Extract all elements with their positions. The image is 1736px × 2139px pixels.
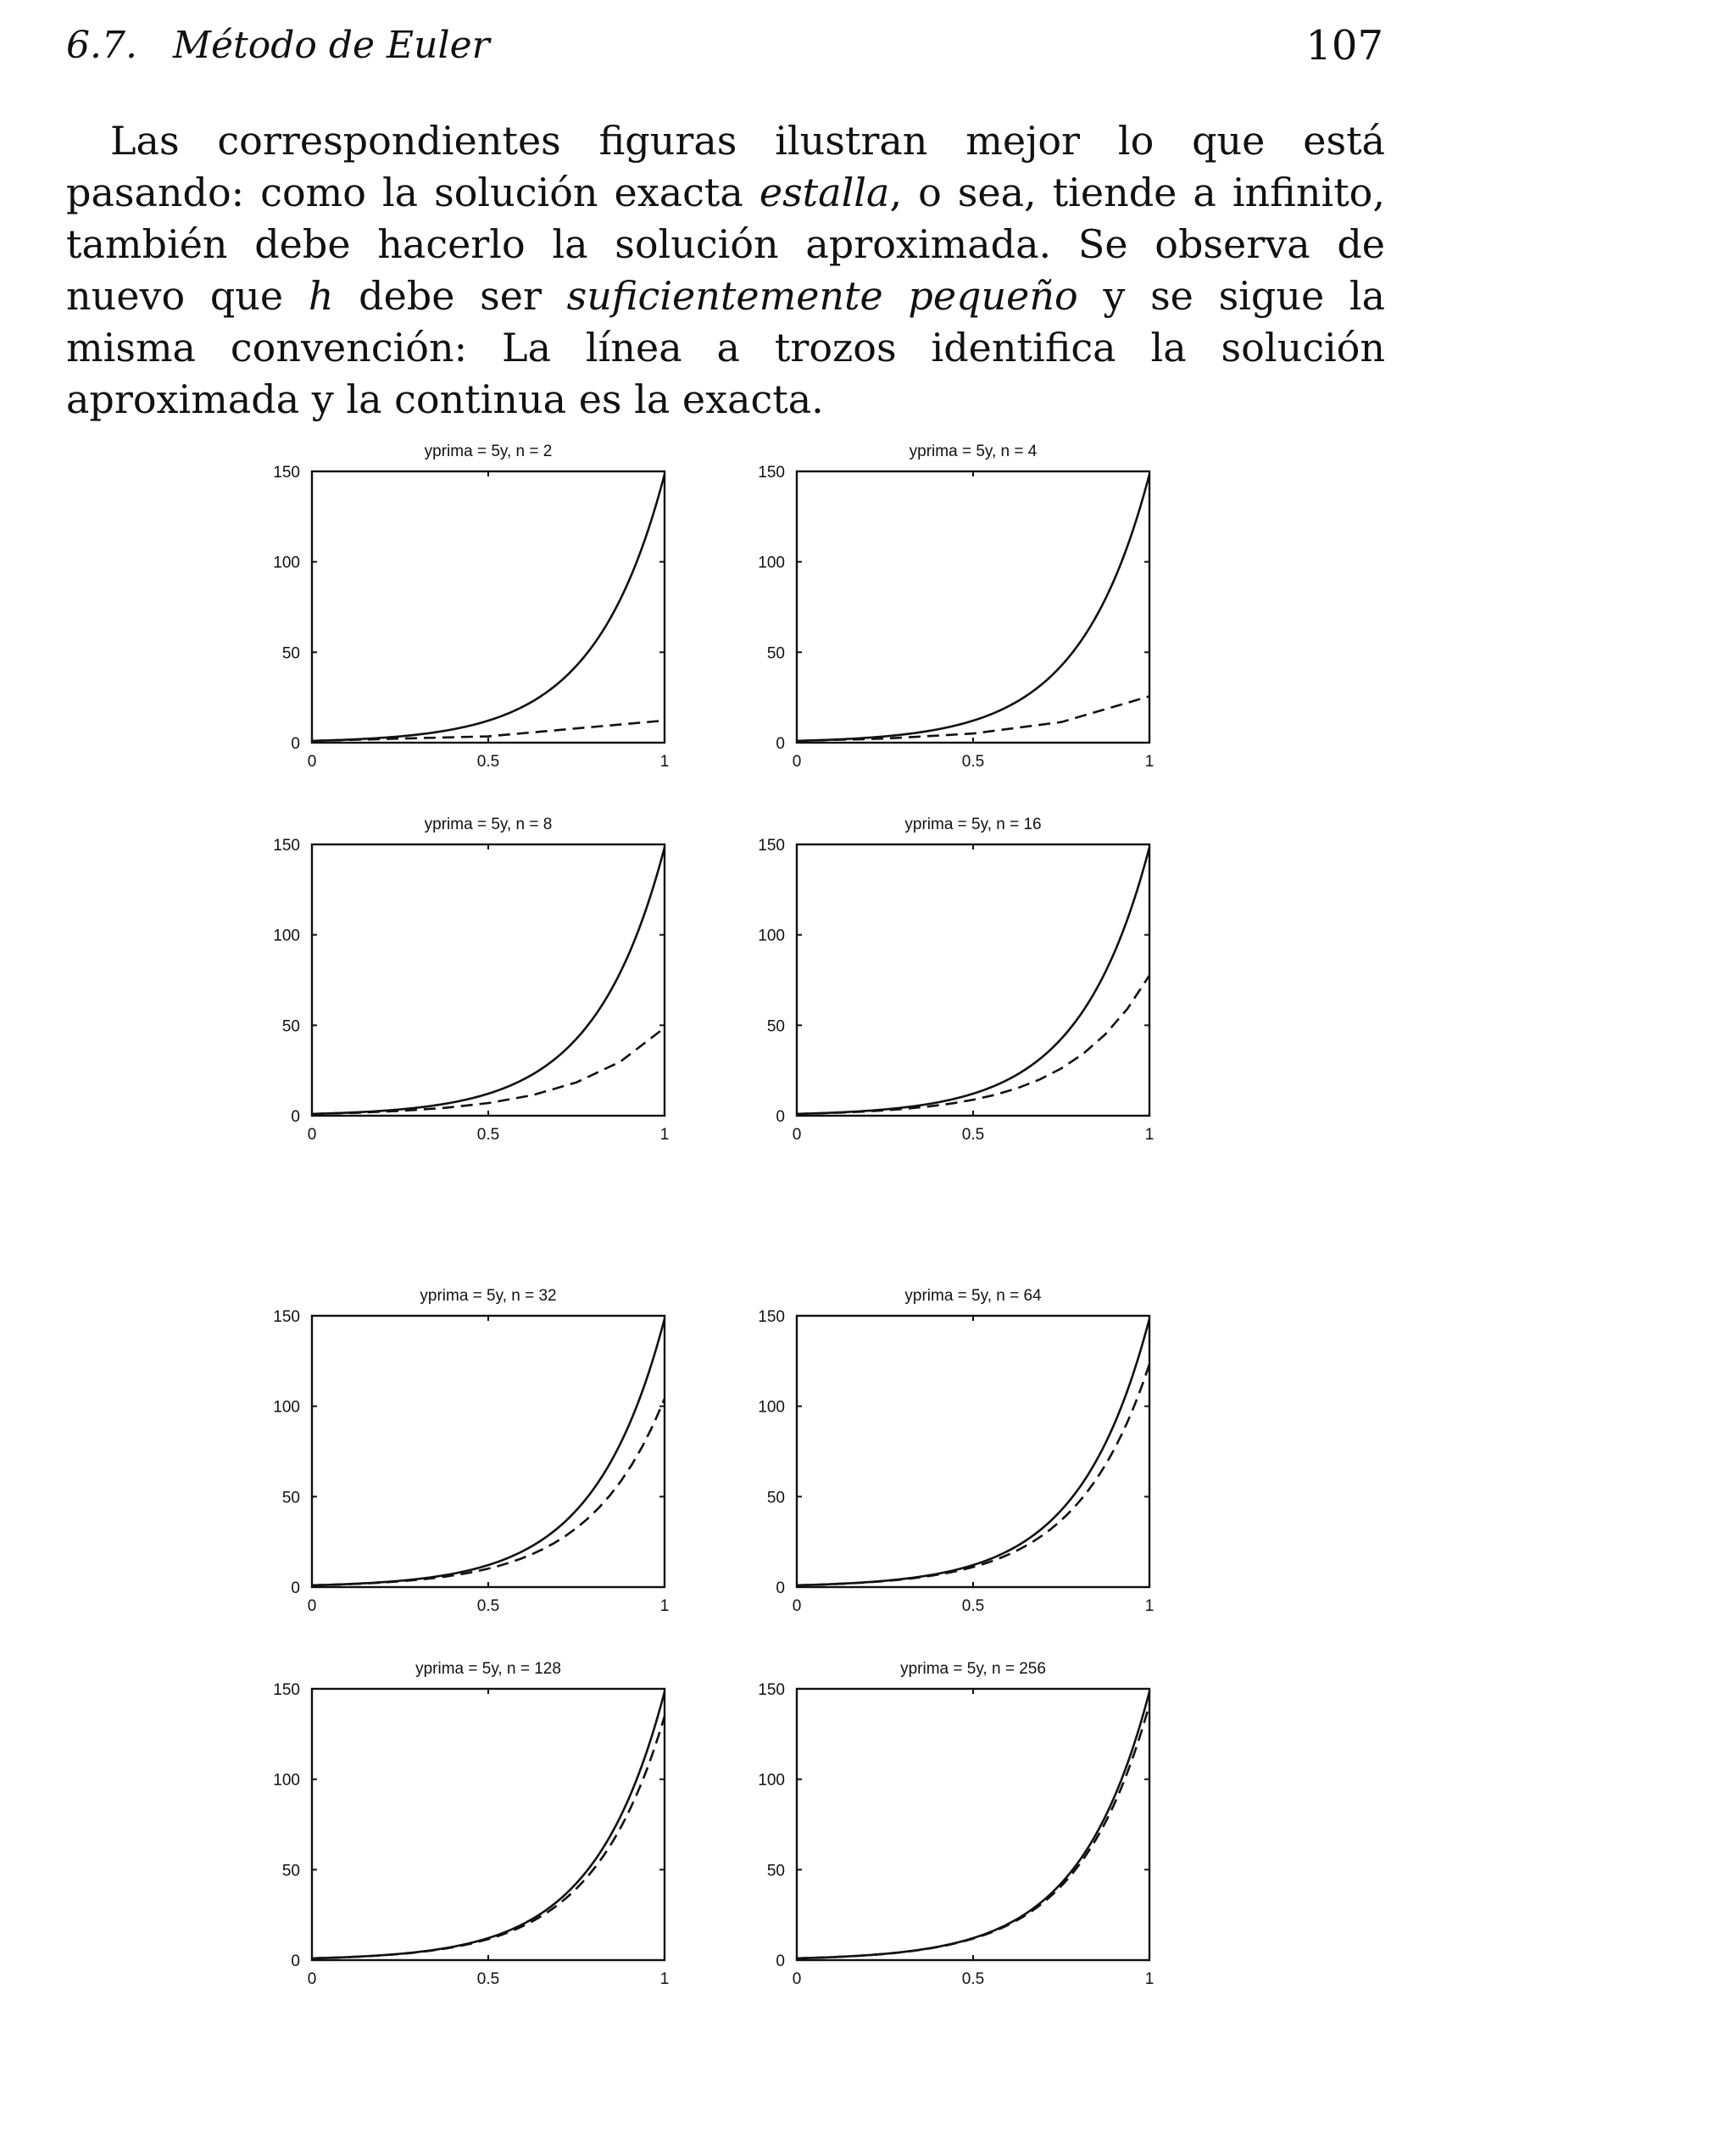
y-tick-label: 50 bbox=[766, 1017, 785, 1036]
plot-frame bbox=[797, 471, 1149, 743]
euler-approx-line bbox=[797, 696, 1149, 741]
x-tick-label: 0 bbox=[307, 1597, 317, 1615]
euler-approx-line bbox=[797, 1364, 1149, 1585]
plot-frame bbox=[312, 471, 665, 743]
plot-frame bbox=[312, 844, 665, 1116]
y-tick-label: 150 bbox=[758, 1681, 785, 1699]
y-tick-label: 100 bbox=[273, 1398, 300, 1417]
euler-approx-line bbox=[312, 1028, 665, 1114]
y-tick-label: 50 bbox=[281, 1862, 300, 1880]
paragraph-text: , o sea, tiende a infinito, también debe hacerlo la solución aproximada. Se observa de nuevo que bbox=[66, 170, 1385, 319]
plot-title: yprima = 5y, n = 2 bbox=[424, 443, 553, 460]
y-tick-label: 100 bbox=[273, 1771, 300, 1790]
paragraph-text: debe ser bbox=[333, 273, 567, 319]
plot-title: yprima = 5y, n = 16 bbox=[904, 816, 1042, 833]
y-tick-label: 0 bbox=[776, 735, 785, 753]
x-tick-label: 0.5 bbox=[961, 1126, 985, 1144]
x-tick-label: 1 bbox=[659, 1597, 670, 1615]
euler-approx-line bbox=[312, 1716, 665, 1958]
y-tick-label: 100 bbox=[758, 927, 785, 945]
section-number: 6.7. bbox=[66, 24, 137, 67]
y-tick-label: 150 bbox=[758, 464, 785, 482]
x-tick-label: 0 bbox=[792, 1597, 802, 1615]
paragraph-text: y se sigue la misma convención: La línea a trozos identifica la solución aproximada y la continua es la exacta. bbox=[66, 273, 1386, 422]
y-tick-label: 100 bbox=[758, 1398, 785, 1417]
y-tick-label: 100 bbox=[273, 554, 300, 572]
euler-approx-line bbox=[312, 1399, 665, 1585]
y-tick-label: 150 bbox=[758, 1308, 785, 1326]
chart-6 bbox=[758, 1287, 1154, 1615]
exact-solution-line bbox=[312, 847, 665, 1113]
plot-frame bbox=[312, 1689, 665, 1960]
plot-frame bbox=[797, 1689, 1149, 1960]
y-tick-label: 0 bbox=[776, 1952, 785, 1970]
x-tick-label: 0 bbox=[792, 1126, 802, 1144]
y-tick-label: 0 bbox=[776, 1579, 785, 1597]
x-tick-label: 0.5 bbox=[476, 1597, 500, 1615]
exact-solution-line bbox=[312, 1691, 665, 1958]
y-tick-label: 150 bbox=[273, 1681, 300, 1699]
y-tick-label: 0 bbox=[291, 1108, 300, 1126]
plot-title: yprima = 5y, n = 256 bbox=[900, 1660, 1046, 1678]
exact-solution-line bbox=[312, 1318, 665, 1585]
paragraph-text: Las correspondientes figuras ilustran mejor lo que está pasando: como la solución exacta bbox=[66, 118, 1385, 215]
plot-title: yprima = 5y, n = 32 bbox=[420, 1287, 557, 1305]
plot-frame bbox=[797, 844, 1149, 1116]
x-tick-label: 0 bbox=[307, 1126, 317, 1144]
plot-title: yprima = 5y, n = 4 bbox=[909, 443, 1038, 460]
x-tick-label: 0.5 bbox=[961, 1970, 985, 1988]
y-tick-label: 0 bbox=[291, 735, 300, 753]
x-tick-label: 0 bbox=[792, 1970, 802, 1988]
x-tick-label: 1 bbox=[1144, 1970, 1155, 1988]
chart-4 bbox=[758, 816, 1154, 1144]
y-tick-label: 50 bbox=[766, 1862, 785, 1880]
exact-solution-line bbox=[797, 1318, 1149, 1585]
x-tick-label: 0.5 bbox=[476, 753, 500, 771]
y-tick-label: 50 bbox=[281, 1489, 300, 1507]
chart-8 bbox=[758, 1660, 1154, 1988]
x-tick-label: 0 bbox=[792, 753, 802, 771]
plot-title: yprima = 5y, n = 128 bbox=[415, 1660, 561, 1678]
x-tick-label: 1 bbox=[659, 753, 670, 771]
chart-2 bbox=[758, 443, 1154, 771]
y-tick-label: 100 bbox=[273, 927, 300, 945]
y-tick-label: 50 bbox=[766, 644, 785, 663]
y-tick-label: 150 bbox=[273, 1308, 300, 1326]
y-tick-label: 50 bbox=[281, 644, 300, 663]
y-tick-label: 0 bbox=[291, 1579, 300, 1597]
paragraph-emphasis: h bbox=[308, 273, 334, 319]
x-tick-label: 1 bbox=[659, 1126, 670, 1144]
chart-5 bbox=[273, 1287, 669, 1615]
page-number: 107 bbox=[1305, 22, 1383, 70]
y-tick-label: 150 bbox=[758, 837, 785, 855]
x-tick-label: 1 bbox=[659, 1970, 670, 1988]
y-tick-label: 150 bbox=[273, 837, 300, 855]
x-tick-label: 1 bbox=[1144, 753, 1155, 771]
exact-solution-line bbox=[797, 1691, 1149, 1958]
y-tick-label: 50 bbox=[281, 1017, 300, 1036]
exact-solution-line bbox=[797, 474, 1149, 740]
plot-title: yprima = 5y, n = 64 bbox=[904, 1287, 1042, 1305]
x-tick-label: 0 bbox=[307, 753, 317, 771]
y-tick-label: 50 bbox=[766, 1489, 785, 1507]
chart-1 bbox=[273, 443, 669, 771]
section-title: Método de Euler bbox=[172, 24, 490, 67]
x-tick-label: 0 bbox=[307, 1970, 317, 1988]
plot-frame bbox=[312, 1316, 665, 1587]
plot-frame bbox=[797, 1316, 1149, 1587]
x-tick-label: 0.5 bbox=[961, 753, 985, 771]
x-tick-label: 1 bbox=[1144, 1597, 1155, 1615]
x-tick-label: 0.5 bbox=[961, 1597, 985, 1615]
y-tick-label: 0 bbox=[776, 1108, 785, 1126]
chart-7 bbox=[273, 1660, 669, 1988]
y-tick-label: 100 bbox=[758, 554, 785, 572]
y-tick-label: 0 bbox=[291, 1952, 300, 1970]
x-tick-label: 0.5 bbox=[476, 1970, 500, 1988]
x-tick-label: 0.5 bbox=[476, 1126, 500, 1144]
y-tick-label: 100 bbox=[758, 1771, 785, 1790]
exact-solution-line bbox=[312, 474, 665, 740]
paragraph-emphasis: estalla bbox=[759, 170, 890, 215]
x-tick-label: 1 bbox=[1144, 1126, 1155, 1144]
exact-solution-line bbox=[797, 847, 1149, 1113]
plot-title: yprima = 5y, n = 8 bbox=[424, 816, 553, 833]
y-tick-label: 150 bbox=[273, 464, 300, 482]
paragraph-emphasis: suficientemente pequeño bbox=[566, 273, 1078, 319]
chart-3 bbox=[273, 816, 669, 1144]
